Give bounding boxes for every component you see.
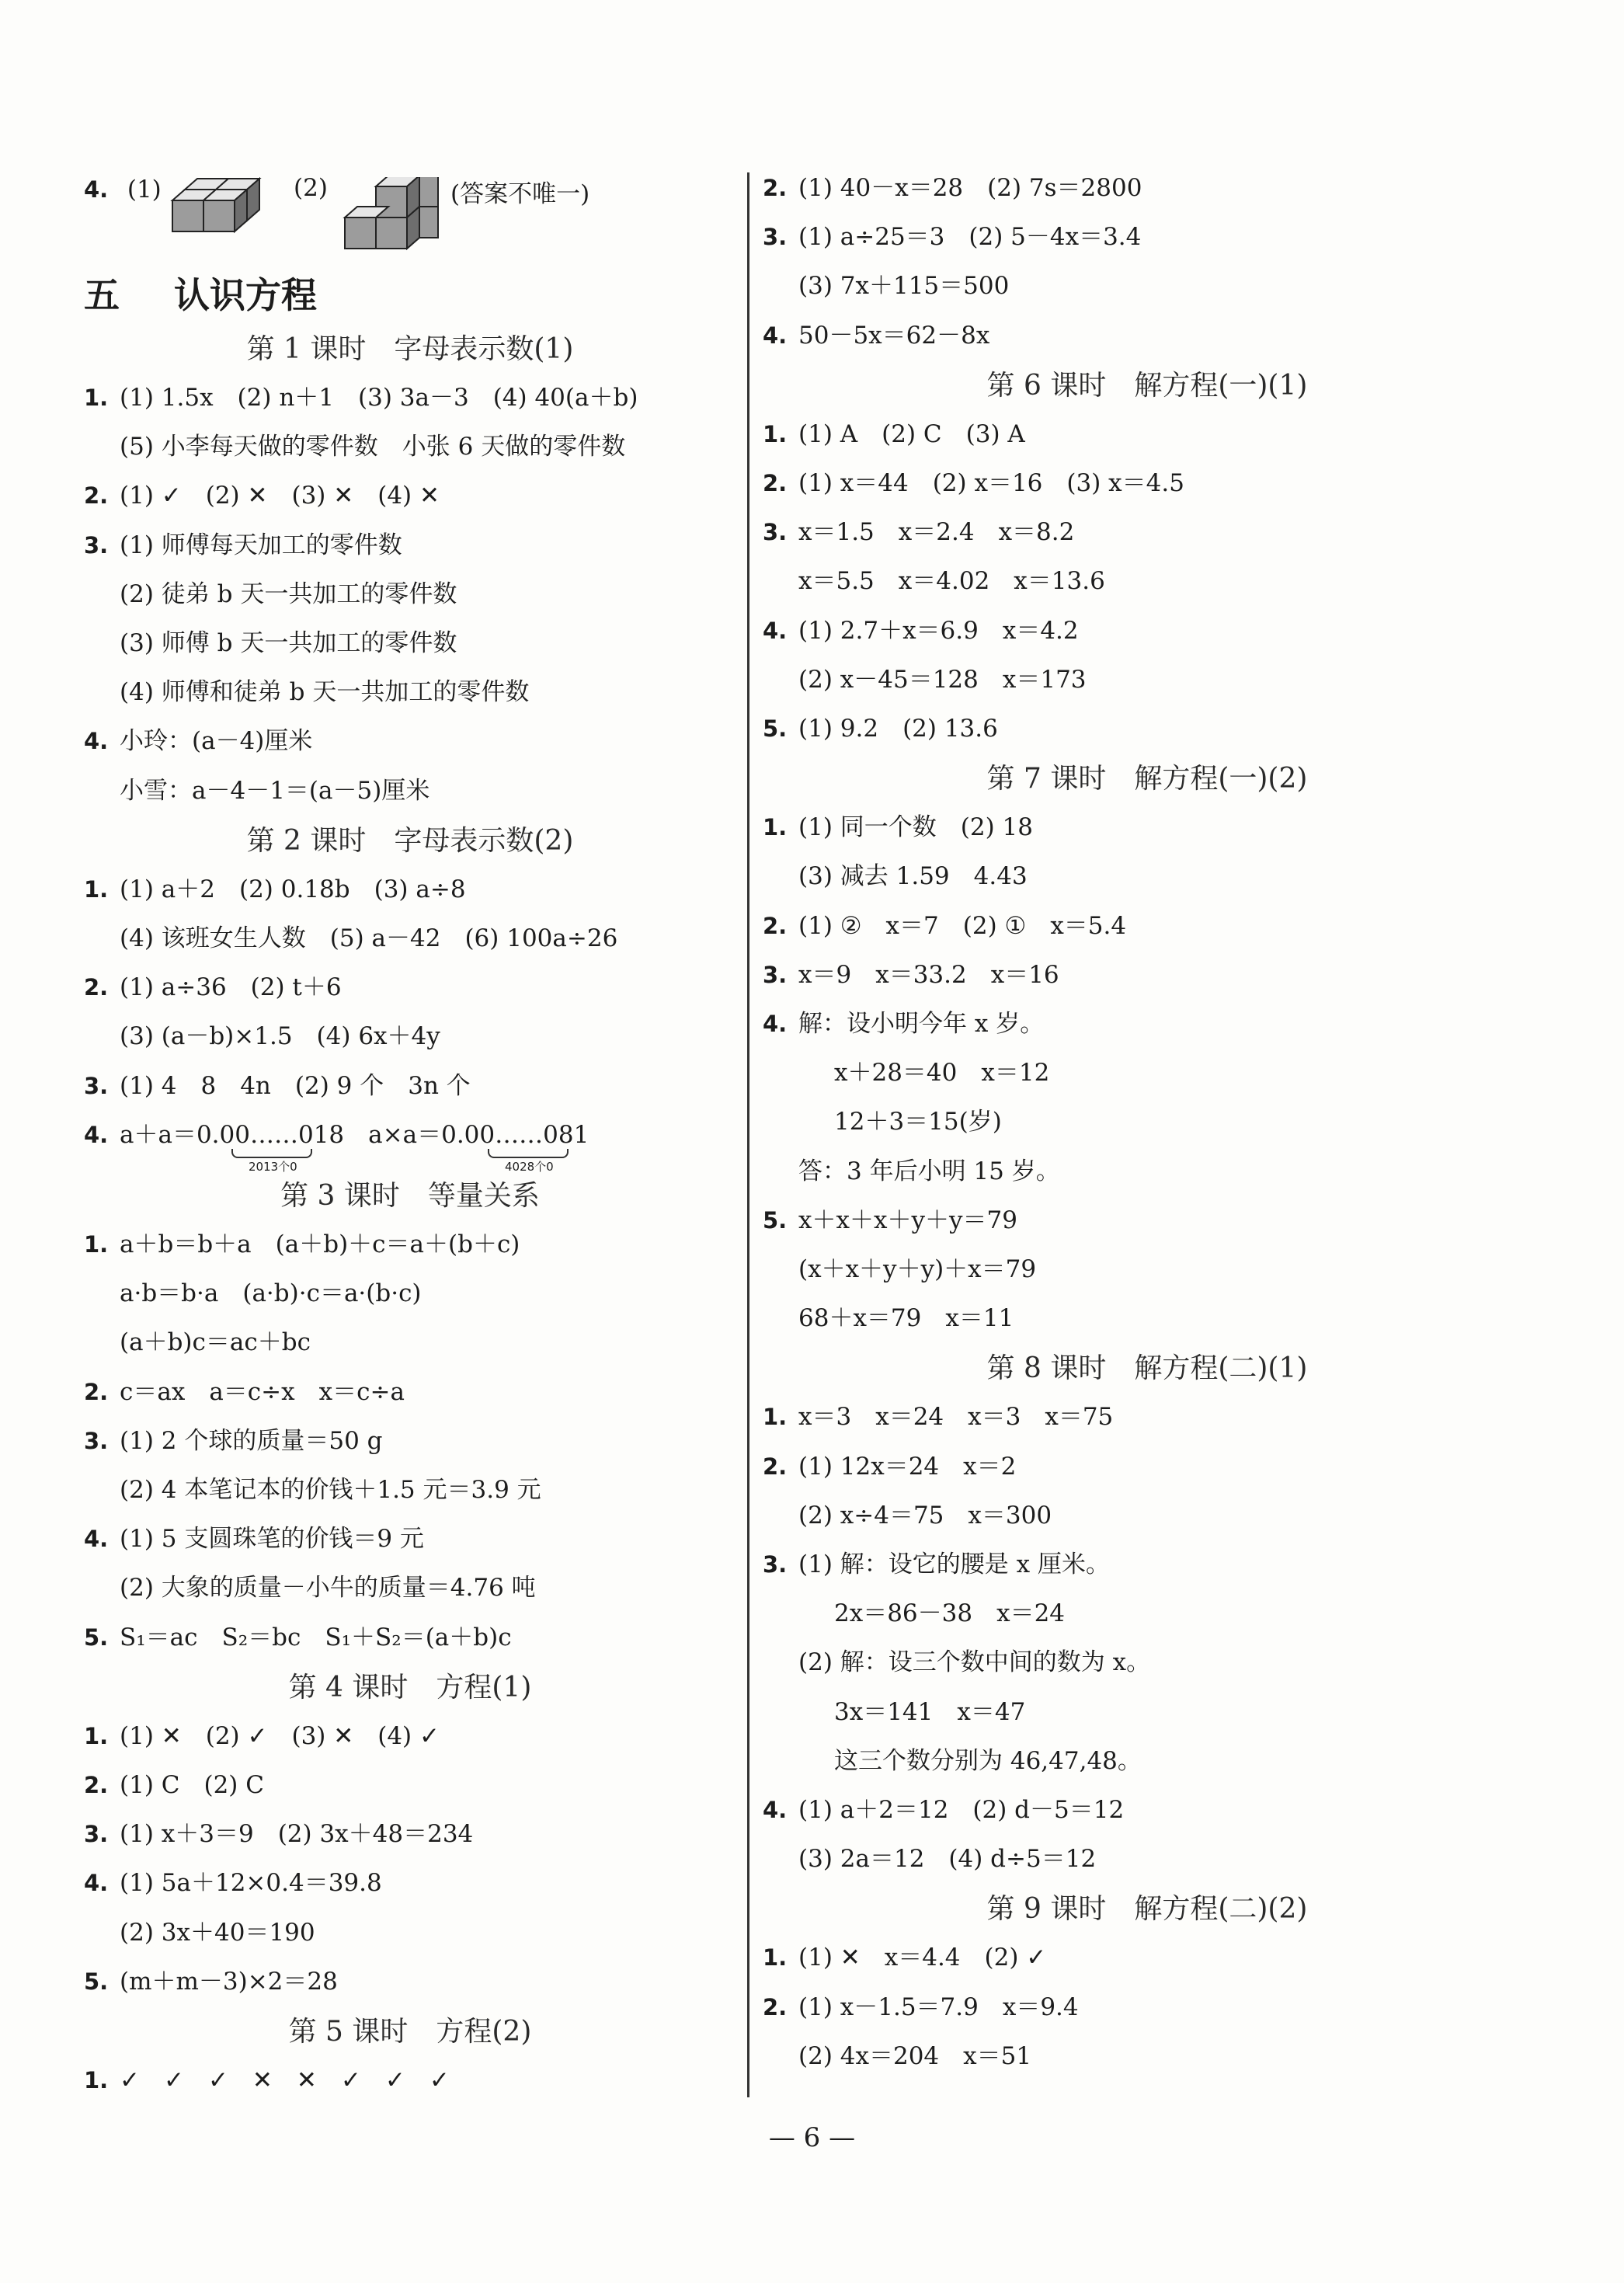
item-number: 1. bbox=[84, 875, 109, 903]
item-number: 3. bbox=[84, 1427, 109, 1454]
answer-line bbox=[84, 1021, 440, 1052]
answer-text: (1) a＋2 (2) 0.18b (3) a÷8 bbox=[120, 875, 466, 903]
answer-text: 50－5x＝62－8x bbox=[798, 321, 990, 350]
answer-text: x＝1.5 x＝2.4 x＝8.2 bbox=[798, 518, 1075, 547]
answer-text: 68＋x＝79 x＝11 bbox=[798, 1304, 1014, 1333]
answer-line bbox=[763, 664, 1087, 695]
answer-text: (2) x÷4＝75 x＝300 bbox=[798, 1501, 1052, 1530]
answer-text: (1) 9.2 (2) 13.6 bbox=[798, 715, 998, 743]
answer-line bbox=[84, 1070, 471, 1101]
answer-line bbox=[763, 566, 1105, 597]
answer-text: (2) 3x＋40＝190 bbox=[120, 1918, 315, 1947]
answer-text: (2) 4x＝204 x＝51 bbox=[798, 2041, 1032, 2070]
answer-text: (1) 40－x＝28 (2) 7s＝2800 bbox=[798, 174, 1142, 202]
answer-line bbox=[763, 517, 1074, 548]
answer-text: (2) x－45＝128 x＝173 bbox=[798, 665, 1087, 694]
chapter-heading bbox=[84, 267, 317, 318]
answer-line bbox=[763, 615, 1079, 646]
answer-line bbox=[84, 431, 625, 462]
answer-text: 解：设小明今年 x 岁。 bbox=[798, 1010, 1045, 1038]
cube-figure-2 bbox=[342, 177, 458, 255]
answer-text: (5) 小李每天做的零件数 小张 6 天做的零件数 bbox=[120, 433, 626, 461]
answer-line bbox=[763, 172, 1142, 204]
lesson-title: 第 9 课时 解方程(二)(2) bbox=[986, 1893, 1308, 1926]
answer-text: 2x＝86－38 x＝24 bbox=[834, 1599, 1066, 1628]
item-number: 1. bbox=[763, 420, 788, 447]
answer-note: (答案不唯一) bbox=[450, 180, 590, 208]
underbrace bbox=[488, 1149, 569, 1158]
answer-line bbox=[763, 419, 1025, 450]
cube-figure-1 bbox=[169, 177, 270, 239]
answer-text: 小玲：(a－4)厘米 bbox=[120, 727, 313, 756]
answer-text: a＋b＝b＋a (a＋b)＋c＝a＋(b＋c) bbox=[120, 1230, 520, 1258]
answer-text: 12＋3＝15(岁) bbox=[834, 1108, 1002, 1136]
answer-line bbox=[763, 1205, 1017, 1236]
answer-line bbox=[84, 1278, 422, 1309]
answer-text: (1) 5 支圆珠笔的价钱＝9 元 bbox=[120, 1525, 424, 1554]
answer-line bbox=[763, 812, 1033, 843]
answer-line bbox=[763, 1942, 1046, 1973]
brace-label: 4028个0 bbox=[505, 1159, 554, 1174]
lesson-title: 第 1 课时 字母表示数(1) bbox=[246, 333, 574, 365]
answer-text: (1) ② x＝7 (2) ① x＝5.4 bbox=[798, 911, 1127, 940]
answer-text: (1) x－1.5＝7.9 x＝9.4 bbox=[798, 1992, 1079, 2021]
answer-text: 3x＝141 x＝47 bbox=[834, 1697, 1026, 1726]
answer-line bbox=[763, 270, 1009, 301]
answer-line bbox=[763, 1549, 1110, 1580]
item-number: 5. bbox=[84, 1968, 109, 1995]
underbrace bbox=[231, 1149, 312, 1158]
answer-line bbox=[763, 713, 998, 744]
item-number: 5. bbox=[84, 1624, 109, 1651]
lesson-title: 第 7 课时 解方程(一)(2) bbox=[986, 763, 1308, 795]
answer-text: (1) 师傅每天加工的零件数 bbox=[120, 531, 402, 559]
item-number: 4. bbox=[84, 728, 109, 755]
item-number: 3. bbox=[84, 1072, 109, 1099]
answer-line bbox=[763, 1156, 1060, 1187]
answer-line bbox=[763, 1647, 1150, 1678]
answer-text: (1) 12x＝24 x＝2 bbox=[798, 1452, 1017, 1481]
answer-text: 小雪：a－4－1＝(a－5)厘米 bbox=[120, 776, 430, 805]
answer-text: (1) 5a＋12×0.4＝39.8 bbox=[120, 1869, 382, 1898]
answer-line bbox=[84, 530, 402, 561]
answer-text: a＋a＝0.00……018 a×a＝0.00……081 bbox=[120, 1120, 589, 1149]
answer-text: (1) A (2) C (3) A bbox=[798, 419, 1025, 448]
item-number: 3. bbox=[763, 1551, 788, 1578]
answer-line bbox=[84, 1474, 541, 1505]
lesson-title: 第 3 课时 等量关系 bbox=[280, 1180, 540, 1212]
item-number: 4. bbox=[84, 1121, 109, 1148]
answer-text: (1) 1.5x (2) n＋1 (3) 3a－3 (4) 40(a＋b) bbox=[120, 384, 638, 412]
answer-text: (3) 师傅 b 天一共加工的零件数 bbox=[120, 629, 457, 657]
answer-text: (2) 大象的质量－小牛的质量＝4.76 吨 bbox=[120, 1574, 536, 1603]
answer-line bbox=[763, 221, 1141, 252]
brace-label: 2013个0 bbox=[249, 1159, 297, 1174]
item-number: 1. bbox=[763, 1944, 788, 1972]
answer-line bbox=[763, 861, 1028, 892]
item-number: 3. bbox=[84, 531, 109, 559]
answer-line bbox=[84, 628, 457, 659]
answer-line bbox=[84, 1327, 311, 1358]
lesson-title: 第 4 课时 方程(1) bbox=[288, 1671, 532, 1704]
answer-line bbox=[763, 1992, 1079, 2023]
item-number: 4. bbox=[84, 1526, 109, 1553]
answer-text: x＝9 x＝33.2 x＝16 bbox=[798, 960, 1059, 989]
answer-line bbox=[84, 1966, 338, 1997]
answer-line bbox=[84, 1376, 405, 1408]
answer-text: (x＋x＋y＋y)＋x＝79 bbox=[798, 1255, 1037, 1283]
answer-line bbox=[798, 1697, 1025, 1728]
answer-text: (1) 4 8 4n (2) 9 个 3n 个 bbox=[120, 1071, 471, 1100]
answer-text: (1) C (2) C bbox=[120, 1771, 264, 1799]
item-number: 4. bbox=[763, 1797, 788, 1823]
answer-text: (3) 7x＋115＝500 bbox=[798, 272, 1010, 301]
answer-text: (4) 师傅和徒弟 b 天一共加工的零件数 bbox=[120, 678, 530, 707]
answer-text: (3) (a－b)×1.5 (4) 6x＋4y bbox=[120, 1022, 440, 1051]
item-number: 3. bbox=[763, 961, 788, 988]
lesson-title: 第 2 课时 字母表示数(2) bbox=[246, 824, 574, 857]
answer-line bbox=[84, 874, 466, 905]
item-number: 1. bbox=[84, 1231, 109, 1258]
answer-text: (1) 2 个球的质量＝50 g bbox=[120, 1426, 383, 1455]
answer-line bbox=[763, 1254, 1036, 1285]
answer-line bbox=[798, 1106, 1002, 1137]
answer-text: (m＋m－3)×2＝28 bbox=[120, 1967, 338, 1996]
answer-line bbox=[84, 1917, 315, 1948]
answer-text: (1) ✕ x＝4.4 (2) ✓ bbox=[798, 1944, 1047, 1972]
lesson-title: 第 8 课时 解方程(二)(1) bbox=[986, 1352, 1308, 1385]
answer-line bbox=[84, 1622, 512, 1653]
answer-text: (1) a＋2＝12 (2) d－5＝12 bbox=[798, 1796, 1125, 1824]
answer-text: (4) 该班女生人数 (5) a－42 (6) 100a÷26 bbox=[120, 924, 618, 952]
answer-text: S₁＝ac S₂＝bc S₁＋S₂＝(a＋b)c bbox=[120, 1623, 512, 1651]
item-number: 4. bbox=[84, 176, 109, 203]
answer-text: (1) 解：设它的腰是 x 厘米。 bbox=[798, 1550, 1110, 1578]
item-number: 5. bbox=[763, 715, 788, 742]
answer-line bbox=[798, 1745, 1142, 1777]
answer-text: (1) ✕ (2) ✓ (3) ✕ (4) ✓ bbox=[120, 1721, 440, 1750]
answer-line bbox=[84, 923, 617, 954]
part-label-1: (1) bbox=[127, 176, 162, 204]
part-label-2: (2) bbox=[294, 174, 328, 202]
item-number: 4. bbox=[84, 1870, 109, 1897]
answer-line bbox=[798, 1057, 1049, 1088]
answer-text: (2) 解：设三个数中间的数为 x。 bbox=[798, 1648, 1151, 1677]
answer-line bbox=[84, 1425, 383, 1456]
answer-text: (3) 2a＝12 (4) d÷5＝12 bbox=[798, 1845, 1097, 1874]
answer-line bbox=[84, 1229, 520, 1260]
answer-line bbox=[84, 2065, 450, 2096]
item-number: 1. bbox=[84, 2067, 109, 2093]
item-number: 3. bbox=[84, 1821, 109, 1848]
answer-line bbox=[84, 1818, 473, 1850]
answer-text: (3) 减去 1.59 4.43 bbox=[798, 862, 1028, 891]
answer-text: (2) 徒弟 b 天一共加工的零件数 bbox=[120, 579, 457, 608]
item-number: 4. bbox=[763, 1011, 788, 1037]
answer-line bbox=[763, 1500, 1052, 1531]
column-divider bbox=[747, 172, 749, 2097]
answer-line bbox=[763, 320, 989, 351]
answer-text: 这三个数分别为 46,47,48。 bbox=[834, 1746, 1142, 1775]
answer-text: x＝3 x＝24 x＝3 x＝75 bbox=[798, 1403, 1114, 1432]
item-number: 3. bbox=[763, 224, 788, 251]
lesson-title: 第 5 课时 方程(2) bbox=[288, 2016, 532, 2048]
answer-line bbox=[763, 1451, 1016, 1482]
item-number: 2. bbox=[84, 482, 109, 510]
answer-text: (1) a÷36 (2) t＋6 bbox=[120, 973, 342, 1002]
answer-text: a·b＝b·a (a·b)·c＝a·(b·c) bbox=[120, 1279, 422, 1308]
chapter-title: 认识方程 bbox=[174, 274, 318, 316]
item-number: 2. bbox=[84, 1772, 109, 1798]
lesson-title: 第 6 课时 解方程(一)(1) bbox=[986, 369, 1308, 402]
answer-text: (1) x＋3＝9 (2) 3x＋48＝234 bbox=[120, 1820, 474, 1849]
item-number: 2. bbox=[763, 1993, 788, 2020]
item-number: 1. bbox=[763, 814, 788, 841]
answer-line bbox=[84, 382, 638, 413]
item-number: 3. bbox=[763, 519, 788, 546]
answer-line bbox=[763, 1008, 1044, 1039]
item-number: 4. bbox=[763, 617, 788, 644]
answer-line bbox=[84, 1119, 589, 1150]
answer-line bbox=[84, 1867, 382, 1898]
answer-line bbox=[84, 1770, 264, 1801]
answer-line bbox=[84, 480, 440, 511]
answer-text: c＝ax a＝c÷x x＝c÷a bbox=[120, 1377, 405, 1406]
answer-line bbox=[763, 1401, 1113, 1432]
item-number: 1. bbox=[763, 1404, 788, 1431]
item-number: 2. bbox=[84, 1378, 109, 1405]
answer-line bbox=[763, 959, 1059, 990]
answer-text: (1) x＝44 (2) x＝16 (3) x＝4.5 bbox=[798, 469, 1184, 497]
page-number: — 6 — bbox=[768, 2122, 856, 2153]
answer-line bbox=[798, 1598, 1065, 1629]
item-number: 2. bbox=[763, 175, 788, 201]
answer-text: x＝5.5 x＝4.02 x＝13.6 bbox=[798, 567, 1105, 596]
answer-line bbox=[84, 775, 429, 806]
answer-line bbox=[763, 910, 1126, 941]
answer-line bbox=[763, 1794, 1124, 1825]
answer-text: 答：3 年后小明 15 岁。 bbox=[798, 1157, 1060, 1185]
item-number: 2. bbox=[763, 470, 788, 496]
answer-text: x＋x＋x＋y＋y＝79 bbox=[798, 1206, 1017, 1234]
answer-text: (a＋b)c＝ac＋bc bbox=[120, 1328, 311, 1357]
item-number: 5. bbox=[763, 1206, 788, 1234]
answer-text: (1) 2.7＋x＝6.9 x＝4.2 bbox=[798, 616, 1079, 645]
item-number: 2. bbox=[84, 974, 109, 1001]
answer-line bbox=[84, 1572, 536, 1603]
answer-line bbox=[84, 726, 312, 757]
item-number: 2. bbox=[763, 1453, 788, 1480]
answer-line bbox=[84, 972, 342, 1003]
answer-line bbox=[763, 1843, 1096, 1874]
answer-line bbox=[84, 579, 457, 610]
answer-text: x＋28＝40 x＝12 bbox=[834, 1059, 1050, 1088]
answer-text: (2) 4 本笔记本的价钱＋1.5 元＝3.9 元 bbox=[120, 1476, 541, 1504]
answer-text: (1) ✓ (2) ✕ (3) ✕ (4) ✕ bbox=[120, 482, 440, 510]
answer-line bbox=[84, 1523, 424, 1554]
item-number: 2. bbox=[763, 912, 788, 939]
answer-text: ✓ ✓ ✓ ✕ ✕ ✓ ✓ ✓ bbox=[120, 2066, 450, 2094]
item-number: 4. bbox=[763, 322, 788, 349]
item-number: 1. bbox=[84, 1722, 109, 1749]
answer-line bbox=[763, 1303, 1014, 1334]
answer-line bbox=[763, 468, 1184, 499]
answer-text: (1) 同一个数 (2) 18 bbox=[798, 813, 1033, 842]
item-number: 1. bbox=[84, 385, 109, 411]
answer-line bbox=[84, 677, 529, 708]
answer-line bbox=[84, 1721, 440, 1752]
answer-text: (1) a÷25＝3 (2) 5－4x＝3.4 bbox=[798, 223, 1142, 252]
chapter-number: 五 bbox=[84, 274, 120, 316]
answer-line bbox=[763, 2041, 1031, 2072]
